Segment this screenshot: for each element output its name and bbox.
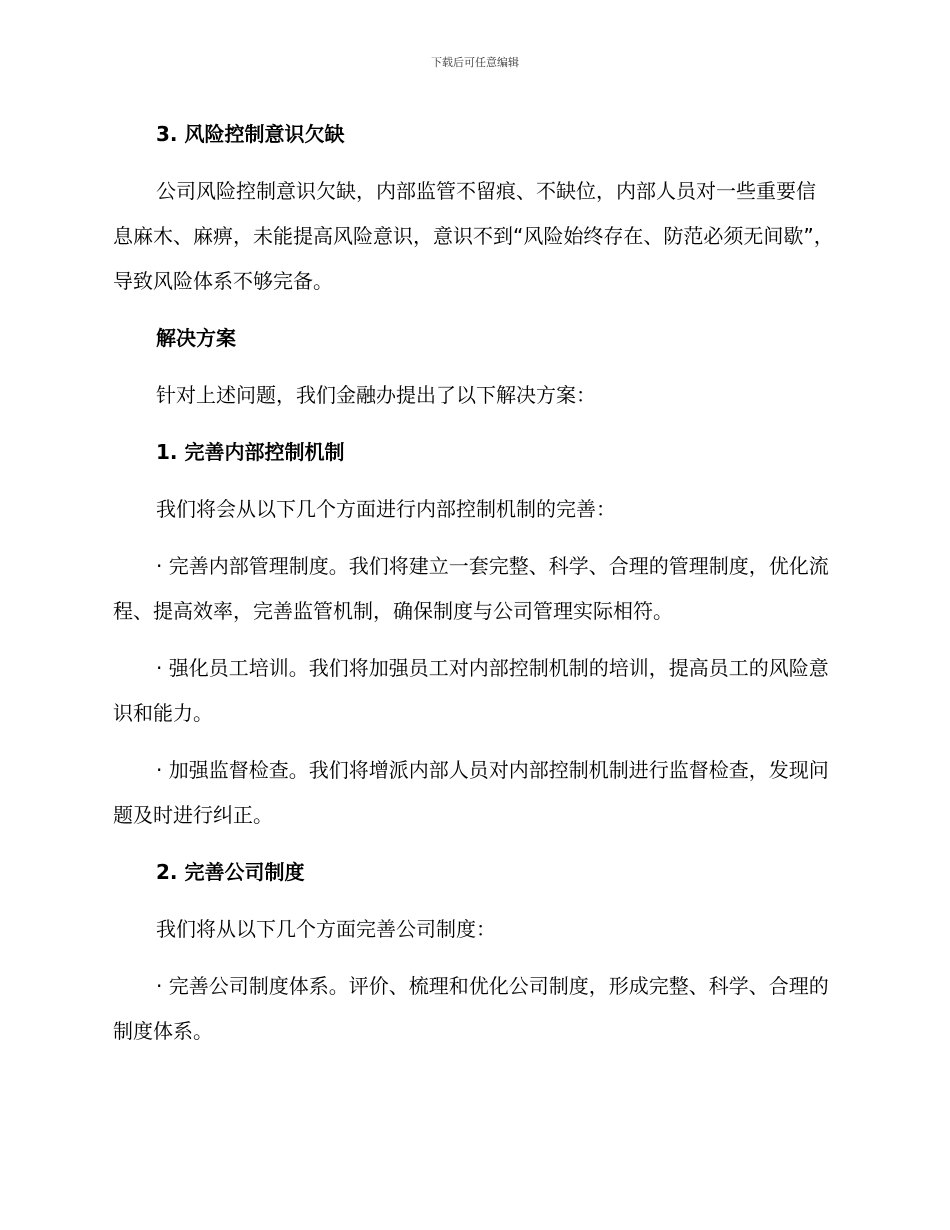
page-header: 下载后可任意编辑 — [431, 56, 519, 69]
section-heading-risk-awareness: 3. 风险控制意识欠缺 — [156, 122, 345, 146]
section-heading-solutions: 解决方案 — [156, 326, 236, 350]
bullet-system-framework: · 完善公司制度体系。评价、梳理和优化公司制度，形成完整、科学、合理的制度体系。 — [113, 974, 829, 1043]
document-body — [113, 112, 835, 1066]
bullet-management-system: · 完善内部管理制度。我们将建立一套完整、科学、合理的管理制度，优化流程、提高效率，完善监管机制，确保制度与公司管理实际相符。 — [113, 554, 829, 623]
bullet-supervision: · 加强监督检查。我们将增派内部人员对内部控制机制进行监督检查，发现问题及时进行纠正。 — [113, 758, 829, 827]
bullet-staff-training: · 强化员工培训。我们将加强员工对内部控制机制的培训，提高员工的风险意识和能力。 — [113, 656, 829, 725]
paragraph-internal-control-intro: 我们将会从以下几个方面进行内部控制机制的完善： — [156, 497, 616, 521]
section-heading-company-system: 2. 完善公司制度 — [156, 860, 305, 884]
paragraph-solutions-intro: 针对上述问题，我们金融办提出了以下解决方案： — [156, 383, 596, 407]
paragraph-company-system-intro: 我们将从以下几个方面完善公司制度： — [156, 917, 496, 941]
paragraph-risk-awareness: 公司风险控制意识欠缺，内部监管不留痕、不缺位，内部人员对一些重要信息麻木、麻痹，未能提高风险意识，意识不到“风险始终存在、防范必须无间歇”，导致风险体系不够完备。 — [113, 179, 834, 293]
section-heading-internal-control: 1. 完善内部控制机制 — [156, 440, 345, 464]
